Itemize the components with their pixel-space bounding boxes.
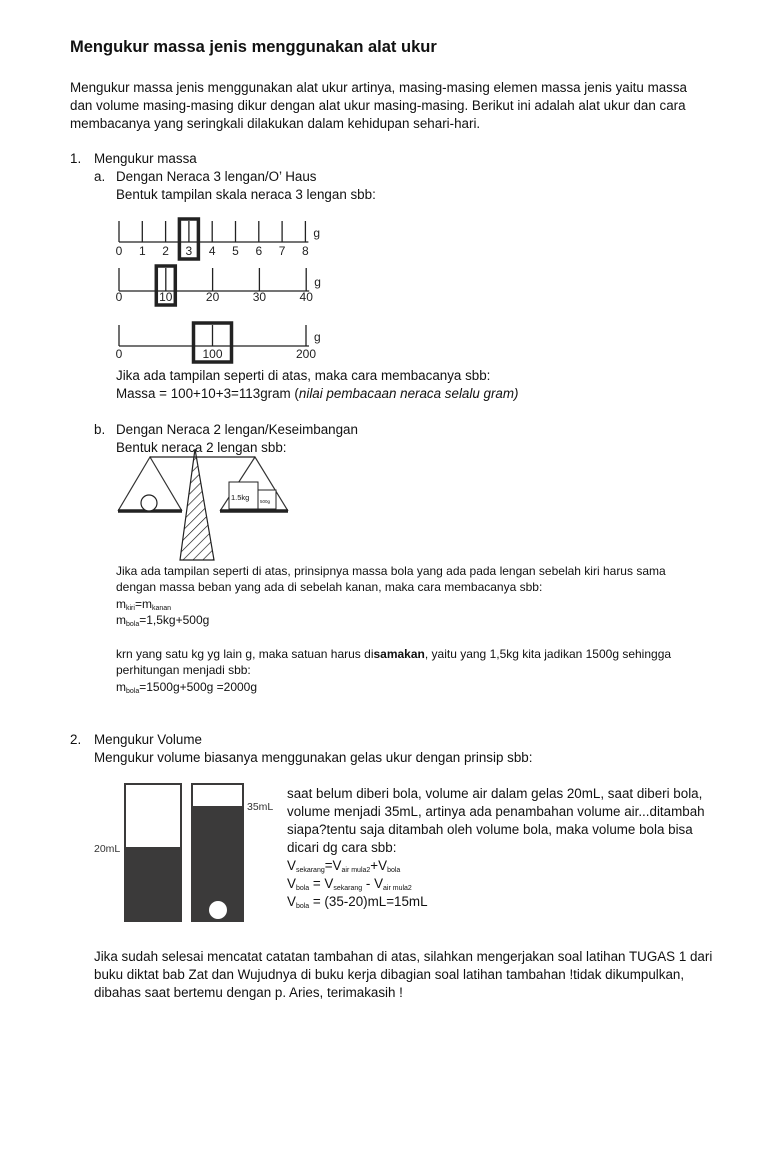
intro-line-1: Mengukur massa jenis menggunakan alat ukur artinya, masing-masing elemen massa jenis yaitu massa — [70, 80, 688, 95]
f-sub: bola — [295, 903, 310, 910]
section1a-letter: a. — [94, 169, 106, 184]
section1-number: 1. — [70, 151, 82, 166]
f-sub: bola — [387, 867, 401, 874]
f-sub: sekarang — [333, 885, 363, 892]
eq-rest: =1500g+500g =2000g — [139, 680, 258, 694]
f-minus: - V — [362, 876, 384, 891]
closing-line-1: Jika sudah selesai mencatat catatan tambahan di atas, silahkan mengerjakan soal latihan TUGAS 1 dari — [94, 949, 713, 964]
unit-label: g — [314, 275, 321, 289]
unit-label: g — [314, 330, 321, 344]
tick-label: 5 — [232, 244, 239, 258]
weight-1-5kg-label: 1.5kg — [231, 493, 250, 502]
eq-sub-bola: bola — [126, 621, 140, 628]
section2-title: Mengukur Volume — [94, 732, 202, 747]
f-v: V — [287, 858, 296, 873]
tick-label: 200 — [295, 347, 317, 361]
closing-line-2: buku diktat bab Zat dan Wujudnya di buku kerja dibagian soal latihan tambahan !tidak dikumpulkan, — [94, 967, 685, 982]
tick-label: 100 — [202, 347, 223, 361]
p2-post: , yaitu yang 1,5kg kita jadikan 1500g sehingga — [424, 647, 672, 661]
f-eq: = V — [309, 876, 334, 891]
section1-title: Mengukur massa — [94, 151, 197, 166]
eq-sub-bola: bola — [126, 688, 140, 695]
volume-text-4: dicari dg cara sbb: — [287, 840, 397, 855]
section1b-title: Dengan Neraca 2 lengan/Keseimbangan — [116, 422, 358, 437]
eq-sub-kanan: kanan — [151, 605, 172, 612]
tick-label: 40 — [299, 290, 313, 304]
page-title: Mengukur massa jenis menggunakan alat ukur — [70, 38, 437, 56]
water-20ml — [125, 847, 181, 921]
formula-3 — [287, 893, 428, 916]
f-eq: =V — [324, 858, 342, 873]
b-para2-line2: perhitungan menjadi sbb: — [116, 663, 251, 677]
tick-label: 0 — [115, 290, 123, 304]
eq-m: m — [116, 597, 126, 611]
tick-label: 20 — [205, 290, 220, 304]
tick-label: 2 — [162, 244, 169, 258]
tick-label: 8 — [302, 244, 309, 258]
weight-500g-label: 500g — [260, 499, 271, 504]
eq-sub-kiri: kiri — [126, 605, 135, 612]
b-para1-line1: Jika ada tampilan seperti di atas, prinsipnya massa bola yang ada pada lengan sebelah kiri harus sama — [116, 564, 666, 578]
tick-label: 7 — [278, 244, 286, 258]
label-20ml: 20mL — [94, 843, 121, 855]
scale-result-main: Massa = 100+10+3=113gram ( — [116, 386, 299, 401]
volume-text-1: saat belum diberi bola, volume air dalam gelas 20mL, saat diberi bola, — [287, 786, 703, 801]
f-sub: sekarang — [295, 867, 325, 874]
intro-line-3: membacanya yang seringkali dilakukan dalam kehidupan sehari-hari. — [70, 116, 481, 131]
section2-number: 2. — [70, 732, 82, 747]
tick-label: 0 — [115, 347, 123, 361]
tick-label: 3 — [185, 244, 193, 258]
f-sub: air mula2 — [383, 885, 412, 892]
f-rest: = (35-20)mL=15mL — [309, 894, 428, 909]
f-sub: bola — [295, 885, 310, 892]
f-v: V — [287, 876, 296, 891]
section2-subtitle: Mengukur volume biasanya menggunakan gelas ukur dengan prinsip sbb: — [94, 750, 533, 765]
tick-label: 30 — [252, 290, 267, 304]
eq-rest: =1,5kg+500g — [139, 613, 210, 627]
f-v: V — [287, 894, 296, 909]
closing-line-3: dibahas saat bertemu dengan p. Aries, terimakasih ! — [94, 985, 403, 1000]
eq-m: m — [116, 613, 126, 627]
section1a-title: Dengan Neraca 3 lengan/O’ Haus — [116, 169, 317, 184]
tick-label: 1 — [138, 244, 146, 258]
section1b-subtitle: Bentuk neraca 2 lengan sbb: — [116, 440, 287, 455]
tick-label: 6 — [255, 244, 263, 258]
volume-text-2: volume menjadi 35mL, artinya ada penambahan volume air...ditambah — [287, 804, 705, 819]
p2-bold: samakan — [373, 647, 425, 661]
unit-label: g — [313, 226, 321, 240]
tick-label: 10 — [159, 290, 173, 304]
section1a-subtitle: Bentuk tampilan skala neraca 3 lengan sbb: — [116, 187, 376, 202]
tick-label: 0 — [115, 244, 123, 258]
volume-text-3: siapa?tentu saja ditambah oleh volume bola, maka volume bola bisa — [287, 822, 693, 837]
ball-in-water — [209, 901, 227, 919]
scale-result-note: nilai pembacaan neraca selalu gram) — [298, 386, 519, 401]
tick-label: 4 — [208, 244, 216, 258]
p2-pre: krn yang satu kg yg lain g, maka satuan harus di — [116, 647, 374, 661]
section1b-letter: b. — [94, 422, 106, 437]
eq-equals-m: =m — [134, 597, 152, 611]
eq-m: m — [116, 680, 126, 694]
f-plus: +V — [370, 858, 388, 873]
intro-line-2: dan volume masing-masing dikur dengan alat ukur masing-masing. Berikut ini adalah alat ukur dan cara — [70, 98, 686, 113]
f-sub: air mula2 — [341, 867, 371, 874]
scale-explain: Jika ada tampilan seperti di atas, maka cara membacanya sbb: — [116, 368, 491, 383]
label-35ml: 35mL — [247, 801, 274, 813]
b-para1-line2: dengan massa beban yang ada di sebelah kanan, maka cara membacanya sbb: — [116, 580, 543, 594]
